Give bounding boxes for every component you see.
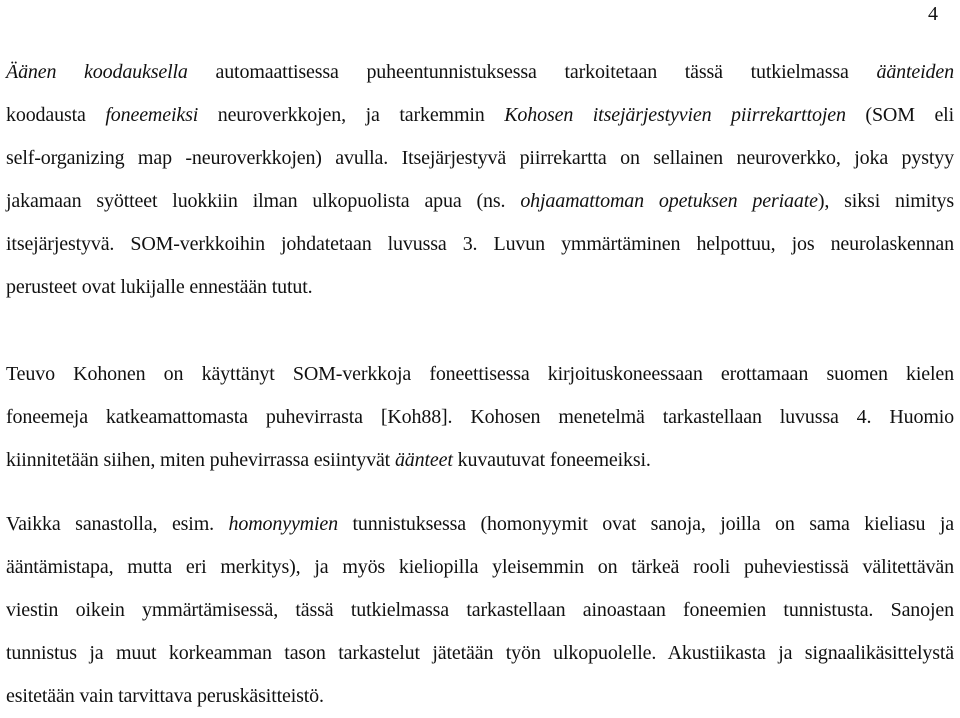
text-segment: kuvautuvat foneemeiksi. <box>452 449 651 471</box>
text-line <box>6 439 954 482</box>
text-line <box>6 589 954 632</box>
text-segment: neuroverkkojen, ja tarkemmin <box>198 104 505 126</box>
text-segment: jakamaan syötteet luokkiin ilman ulkopuolista apua (ns. <box>6 190 521 212</box>
italic-term: äänteet <box>394 449 453 471</box>
paragraph-spacer <box>6 482 954 503</box>
italic-term: äänteiden <box>876 61 954 83</box>
text-segment: tunnistuksessa (homonyymit ovat sanoja, joilla on sama kieliasu ja <box>337 513 954 535</box>
text-line <box>6 180 954 223</box>
text-line <box>6 223 954 266</box>
italic-term: ohjaamattoman opetuksen periaate <box>520 190 818 212</box>
text-line <box>6 503 954 546</box>
text-line <box>6 632 954 675</box>
text-line <box>6 94 954 137</box>
text-line <box>6 353 954 396</box>
italic-term: foneemeiksi <box>105 104 199 126</box>
italic-term: Kohosen itsejärjestyvien piirrekarttojen <box>504 104 846 126</box>
text-line <box>6 546 954 589</box>
paragraph-kohonen <box>6 353 954 482</box>
text-line <box>6 675 954 718</box>
italic-term: homonyymien <box>228 513 338 535</box>
text-segment: self-organizing map -neuroverkkojen) avulla. Itsejärjestyvä piirrekartta on sellainen neuroverkko, joka pystyy <box>6 147 954 169</box>
text-segment: automaattisessa puheentunnistuksessa tarkoitetaan tässä tutkielmassa <box>187 61 877 83</box>
paragraph-spacer <box>6 309 954 353</box>
text-line <box>6 137 954 180</box>
text-line <box>6 266 954 309</box>
text-line <box>6 396 954 439</box>
text-segment: perusteet ovat lukijalle ennestään tutut. <box>6 276 313 298</box>
text-segment: Vaikka sanastolla, esim. <box>6 513 229 535</box>
text-segment: kiinnitetään siihen, miten puhevirrassa esiintyvät <box>6 449 395 471</box>
text-line <box>6 51 954 94</box>
document-body <box>6 51 954 718</box>
text-segment: viestin oikein ymmärtämisessä, tässä tutkielmassa tarkastellaan ainoastaan foneemien tunnistusta. Sanojen <box>6 599 954 621</box>
page-number: 4 <box>928 3 938 25</box>
text-segment: Teuvo Kohonen on käyttänyt SOM-verkkoja foneettisessa kirjoituskoneessaan erottamaan suomen kielen <box>6 363 954 385</box>
text-segment: foneemeja katkeamattomasta puhevirrasta [Koh88]. Kohosen menetelmä tarkastellaan luvussa 4. Huomio <box>6 406 954 428</box>
text-segment: koodausta <box>6 104 106 126</box>
text-segment: ), siksi nimitys <box>817 190 954 212</box>
italic-term: Äänen koodauksella <box>6 61 188 83</box>
text-segment: tunnistus ja muut korkeamman tason tarkastelut jätetään työn ulkopuolelle. Akustiikasta ja signaalikäsittelystä <box>6 642 954 664</box>
paragraph-scope <box>6 503 954 718</box>
text-segment: esitetään vain tarvittava peruskäsitteistö. <box>6 685 324 707</box>
text-segment: itsejärjestyvä. SOM-verkkoihin johdatetaan luvussa 3. Luvun ymmärtäminen helpottuu, jos neurolaskennan <box>6 233 954 255</box>
paragraph-intro <box>6 51 954 309</box>
text-segment: ääntämistapa, mutta eri merkitys), ja myös kieliopilla yleisemmin on tärkeä rooli puheviestissä välitettävän <box>6 556 954 578</box>
text-segment: (SOM eli <box>845 104 954 126</box>
